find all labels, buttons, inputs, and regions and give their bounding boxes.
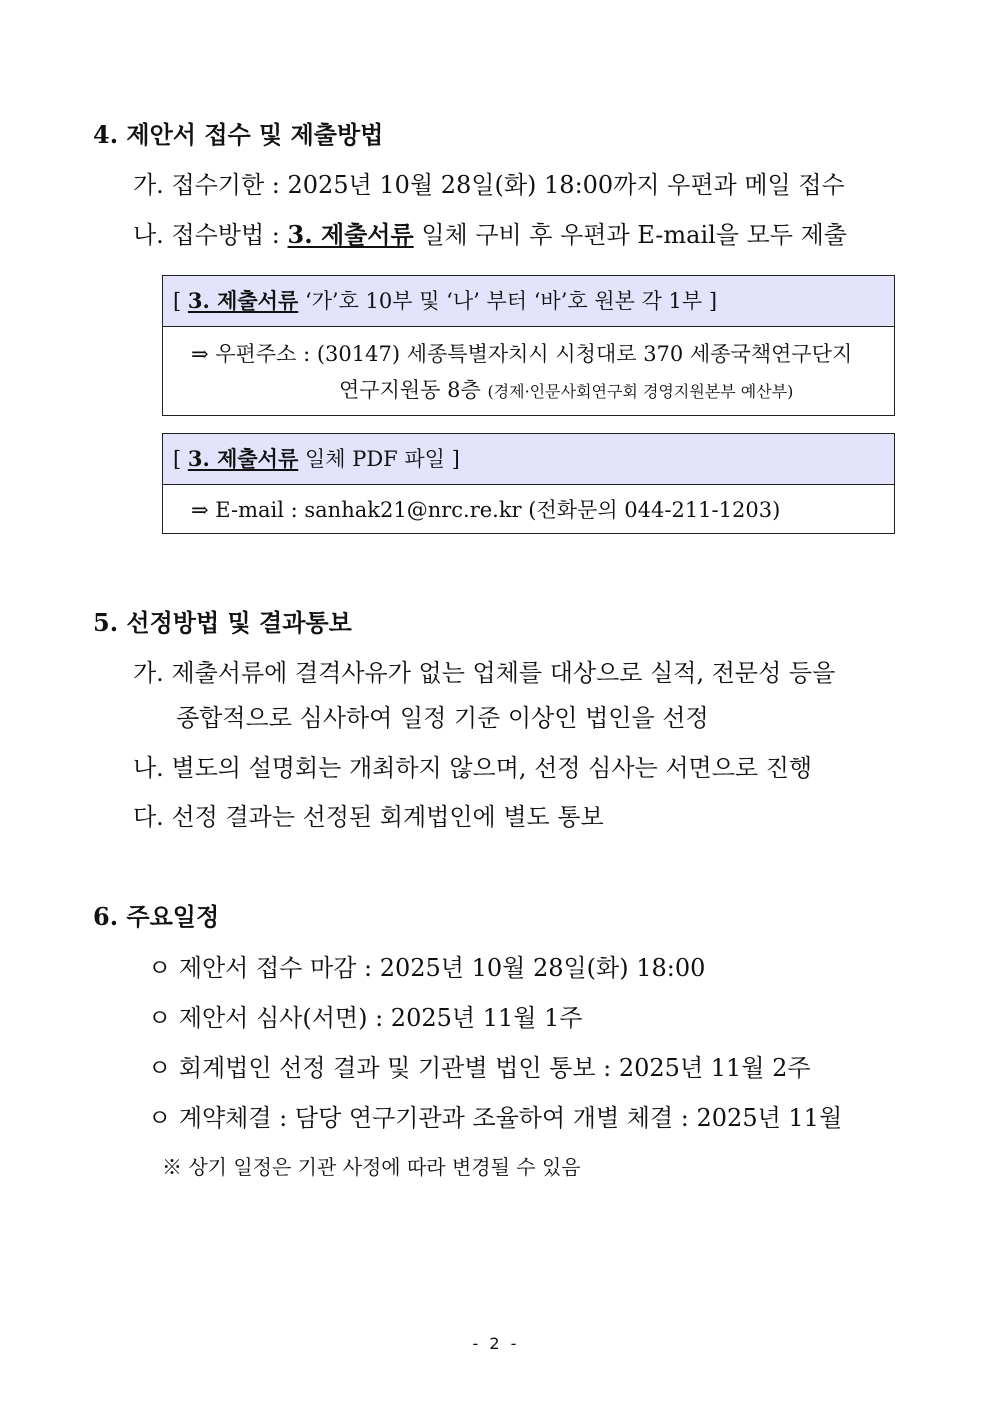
submission-method [133, 219, 847, 251]
postal-box-body [163, 327, 894, 405]
email-box-body [163, 485, 894, 523]
page-number: - 2 - [472, 1334, 520, 1353]
postal-address-building: 연구지원동 8층 [339, 378, 488, 402]
schedule-item: ㅇ 계약체결 : 담당 연구기관과 조율하여 개별 체결 : 2025년 11월 [148, 1104, 843, 1132]
postal-address-line1: ⇒ 우편주소 : (30147) 세종특별자치시 시청대로 370 세종국책연구단지 [191, 342, 853, 366]
schedule-item: ㅇ 제안서 접수 마감 : 2025년 10월 28일(화) 18:00 [148, 954, 706, 982]
postal-header-text: ‘가’호 10부 및 ‘나’ 부터 ‘바’호 원본 각 1부 ] [298, 289, 718, 313]
email-contact-line: ⇒ E-mail : sanhak21@nrc.re.kr (전화문의 044-211-1203) [191, 498, 781, 522]
section-5-heading [93, 607, 352, 639]
submission-method-suffix: 일체 구비 후 우편과 E-mail을 모두 제출 [413, 221, 847, 249]
section-number: 6. [93, 902, 119, 931]
schedule-item: ㅇ 제안서 심사(서면) : 2025년 11월 1주 [148, 1004, 583, 1032]
bracket-open: [ [173, 447, 188, 471]
documents-reference: 3. 제출서류 [187, 288, 299, 313]
section-6-heading [93, 901, 219, 933]
selection-criteria-line1: 가. 제출서류에 결격사유가 없는 업체를 대상으로 실적, 전문성 등을 [133, 659, 836, 687]
postal-submission-box [162, 275, 895, 416]
schedule-item: ㅇ 회계법인 선정 결과 및 기관별 법인 통보 : 2025년 11월 2주 [148, 1054, 811, 1082]
documents-reference: 3. 제출서류 [187, 446, 299, 471]
postal-address-line2 [191, 377, 894, 405]
postal-address-department: (경제·인문사회연구회 경영지원본부 예산부) [487, 382, 794, 401]
submission-deadline: 가. 접수기한 : 2025년 10월 28일(화) 18:00까지 우편과 메일 접수 [133, 171, 845, 199]
selection-notification: 다. 선정 결과는 선정된 회계법인에 별도 통보 [133, 803, 604, 831]
email-box-header [163, 434, 894, 485]
section-title: 제안서 접수 및 제출방법 [126, 120, 384, 149]
email-submission-box [162, 433, 895, 534]
schedule-note: ※ 상기 일정은 기관 사정에 따라 변경될 수 있음 [162, 1155, 581, 1179]
documents-reference: 3. 제출서류 [287, 220, 414, 249]
email-header-text: 일체 PDF 파일 ] [298, 447, 460, 471]
section-4-heading [93, 119, 383, 151]
section-number: 5. [93, 608, 119, 637]
bracket-open: [ [173, 289, 188, 313]
section-title: 주요일정 [126, 902, 220, 931]
section-title: 선정방법 및 결과통보 [126, 608, 352, 637]
postal-box-header [163, 276, 894, 327]
submission-method-prefix: 나. 접수방법 : [133, 221, 288, 249]
selection-briefing: 나. 별도의 설명회는 개최하지 않으며, 선정 심사는 서면으로 진행 [133, 754, 813, 782]
selection-criteria-line2: 종합적으로 심사하여 일정 기준 이상인 법인을 선정 [176, 704, 709, 732]
section-number: 4. [93, 120, 119, 149]
